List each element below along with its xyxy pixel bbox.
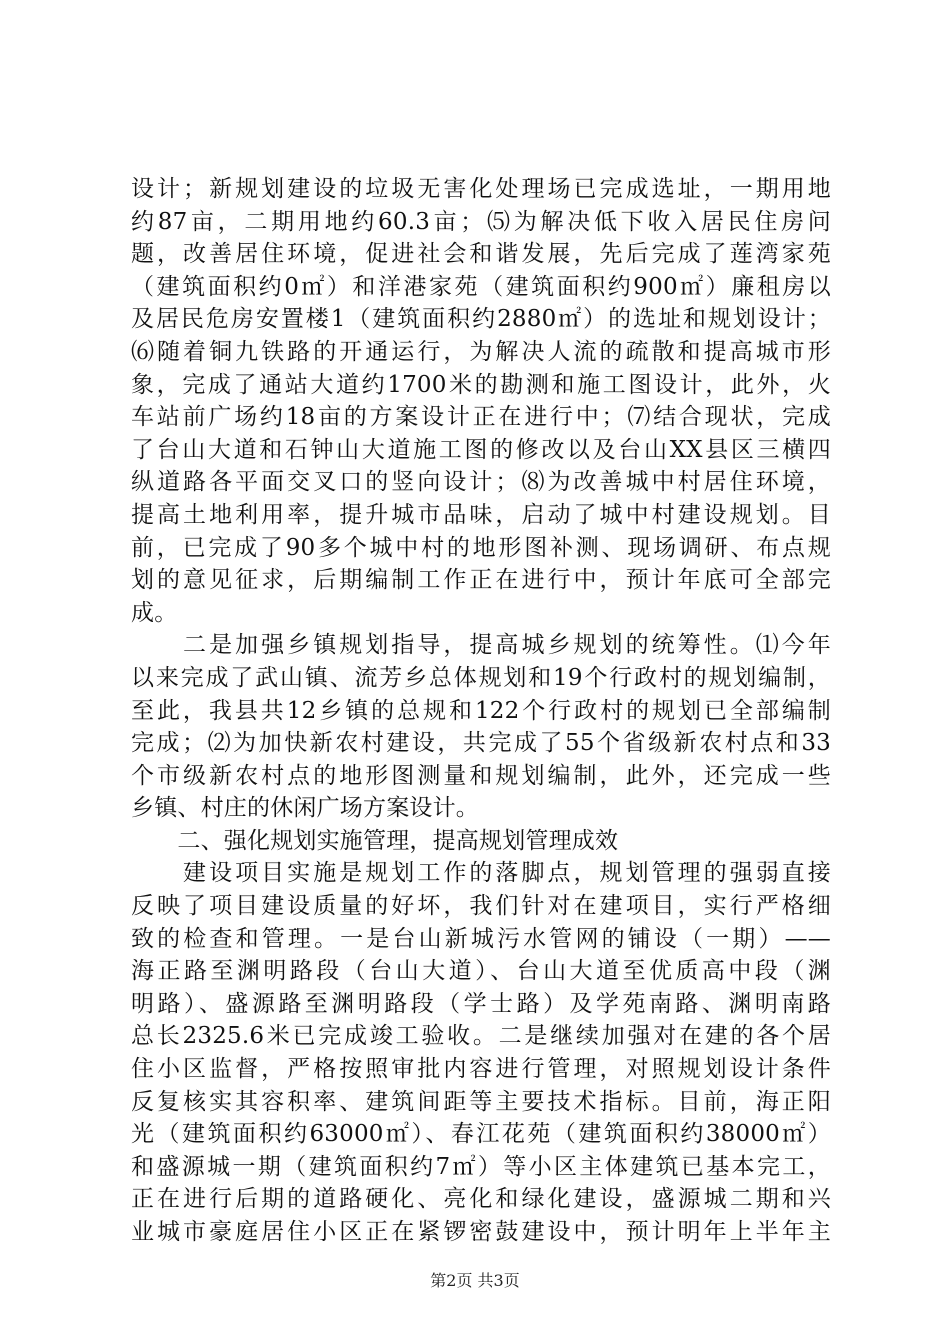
text-line: 正在进行后期的道路硬化、亮化和绿化建设，盛源城二期和兴 <box>131 1186 831 1213</box>
text-line: （建筑面积约0㎡）和洋港家苑（建筑面积约900㎡）廉租房以 <box>131 273 831 300</box>
text-line: 二、强化规划实施管理，提高规划管理成效 <box>131 827 619 854</box>
text-line: 光（建筑面积约63000㎡）、春江花苑（建筑面积约38000㎡） <box>131 1121 831 1148</box>
text-line: ⑹随着铜九铁路的开通运行，为解决人流的疏散和提高城市形 <box>131 338 831 365</box>
text-line: 明路）、盛源路至渊明路段（学士路）及学苑南路、渊明南路 <box>131 990 831 1017</box>
text-line: 及居民危房安置楼1（建筑面积约2880㎡）的选址和规划设计； <box>131 306 831 333</box>
text-line: 设计；新规划建设的垃圾无害化处理场已完成选址，一期用地 <box>131 176 831 202</box>
text-line: 和盛源城一期（建筑面积约7㎡）等小区主体建筑已基本完工， <box>131 1153 831 1180</box>
text-line: 海正路至渊明路段（台山大道）、台山大道至优质高中段（渊 <box>131 958 831 985</box>
text-line: 前，已完成了90多个城中村的地形图补测、现场调研、布点规 <box>131 534 831 561</box>
text-line: 个市级新农村点的地形图测量和规划编制，此外，还完成一些 <box>131 762 831 789</box>
text-line: 以来完成了武山镇、流芳乡总体规划和19个行政村的规划编制， <box>131 664 831 691</box>
text-line: 象，完成了通站大道约1700米的勘测和施工图设计，此外，火 <box>131 371 831 398</box>
text-line: 纵道路各平面交叉口的竖向设计；⑻为改善城中村居住环境， <box>131 469 831 496</box>
text-line: 题，改善居住环境，促进社会和谐发展，先后完成了莲湾家苑 <box>131 241 831 268</box>
text-line: 成。 <box>131 599 178 626</box>
text-line: 致的检查和管理。一是台山新城污水管网的铺设（一期）—— <box>131 925 831 952</box>
text-line: 总长2325.6米已完成竣工验收。二是继续加强对在建的各个居 <box>131 1023 831 1050</box>
text-line: 乡镇、村庄的休闲广场方案设计。 <box>131 795 479 822</box>
text-line: 建设项目实施是规划工作的落脚点，规划管理的强弱直接 <box>131 860 831 887</box>
text-line: 二是加强乡镇规划指导，提高城乡规划的统筹性。⑴今年 <box>131 632 831 659</box>
text-line: 完成；⑵为加快新农村建设，共完成了55个省级新农村点和33 <box>131 730 831 757</box>
text-line: 了台山大道和石钟山大道施工图的修改以及台山XX县区三横四 <box>131 436 831 463</box>
text-line: 反复核实其容积率、建筑间距等主要技术指标。目前，海正阳 <box>131 1088 831 1115</box>
text-line: 车站前广场约18亩的方案设计正在进行中；⑺结合现状，完成 <box>131 404 831 431</box>
page-footer: 第2页 共3页 <box>430 1271 520 1290</box>
text-line: 提高土地利用率，提升城市品味，启动了城中村建设规划。目 <box>131 501 831 528</box>
text-line: 住小区监督，严格按照审批内容进行管理，对照规划设计条件 <box>131 1056 831 1083</box>
text-line: 至此，我县共12乡镇的总规和122个行政村的规划已全部编制 <box>131 697 831 724</box>
text-line: 反映了项目建设质量的好坏，我们针对在建项目，实行严格细 <box>131 893 831 920</box>
text-line: 划的意见征求，后期编制工作正在进行中，预计年底可全部完 <box>131 567 831 594</box>
text-line: 约87亩，二期用地约60.3亩；⑸为解决低下收入居民住房问 <box>131 208 831 235</box>
document-body <box>131 173 831 1249</box>
text-line: 业城市豪庭居住小区正在紧锣密鼓建设中，预计明年上半年主 <box>131 1219 831 1245</box>
